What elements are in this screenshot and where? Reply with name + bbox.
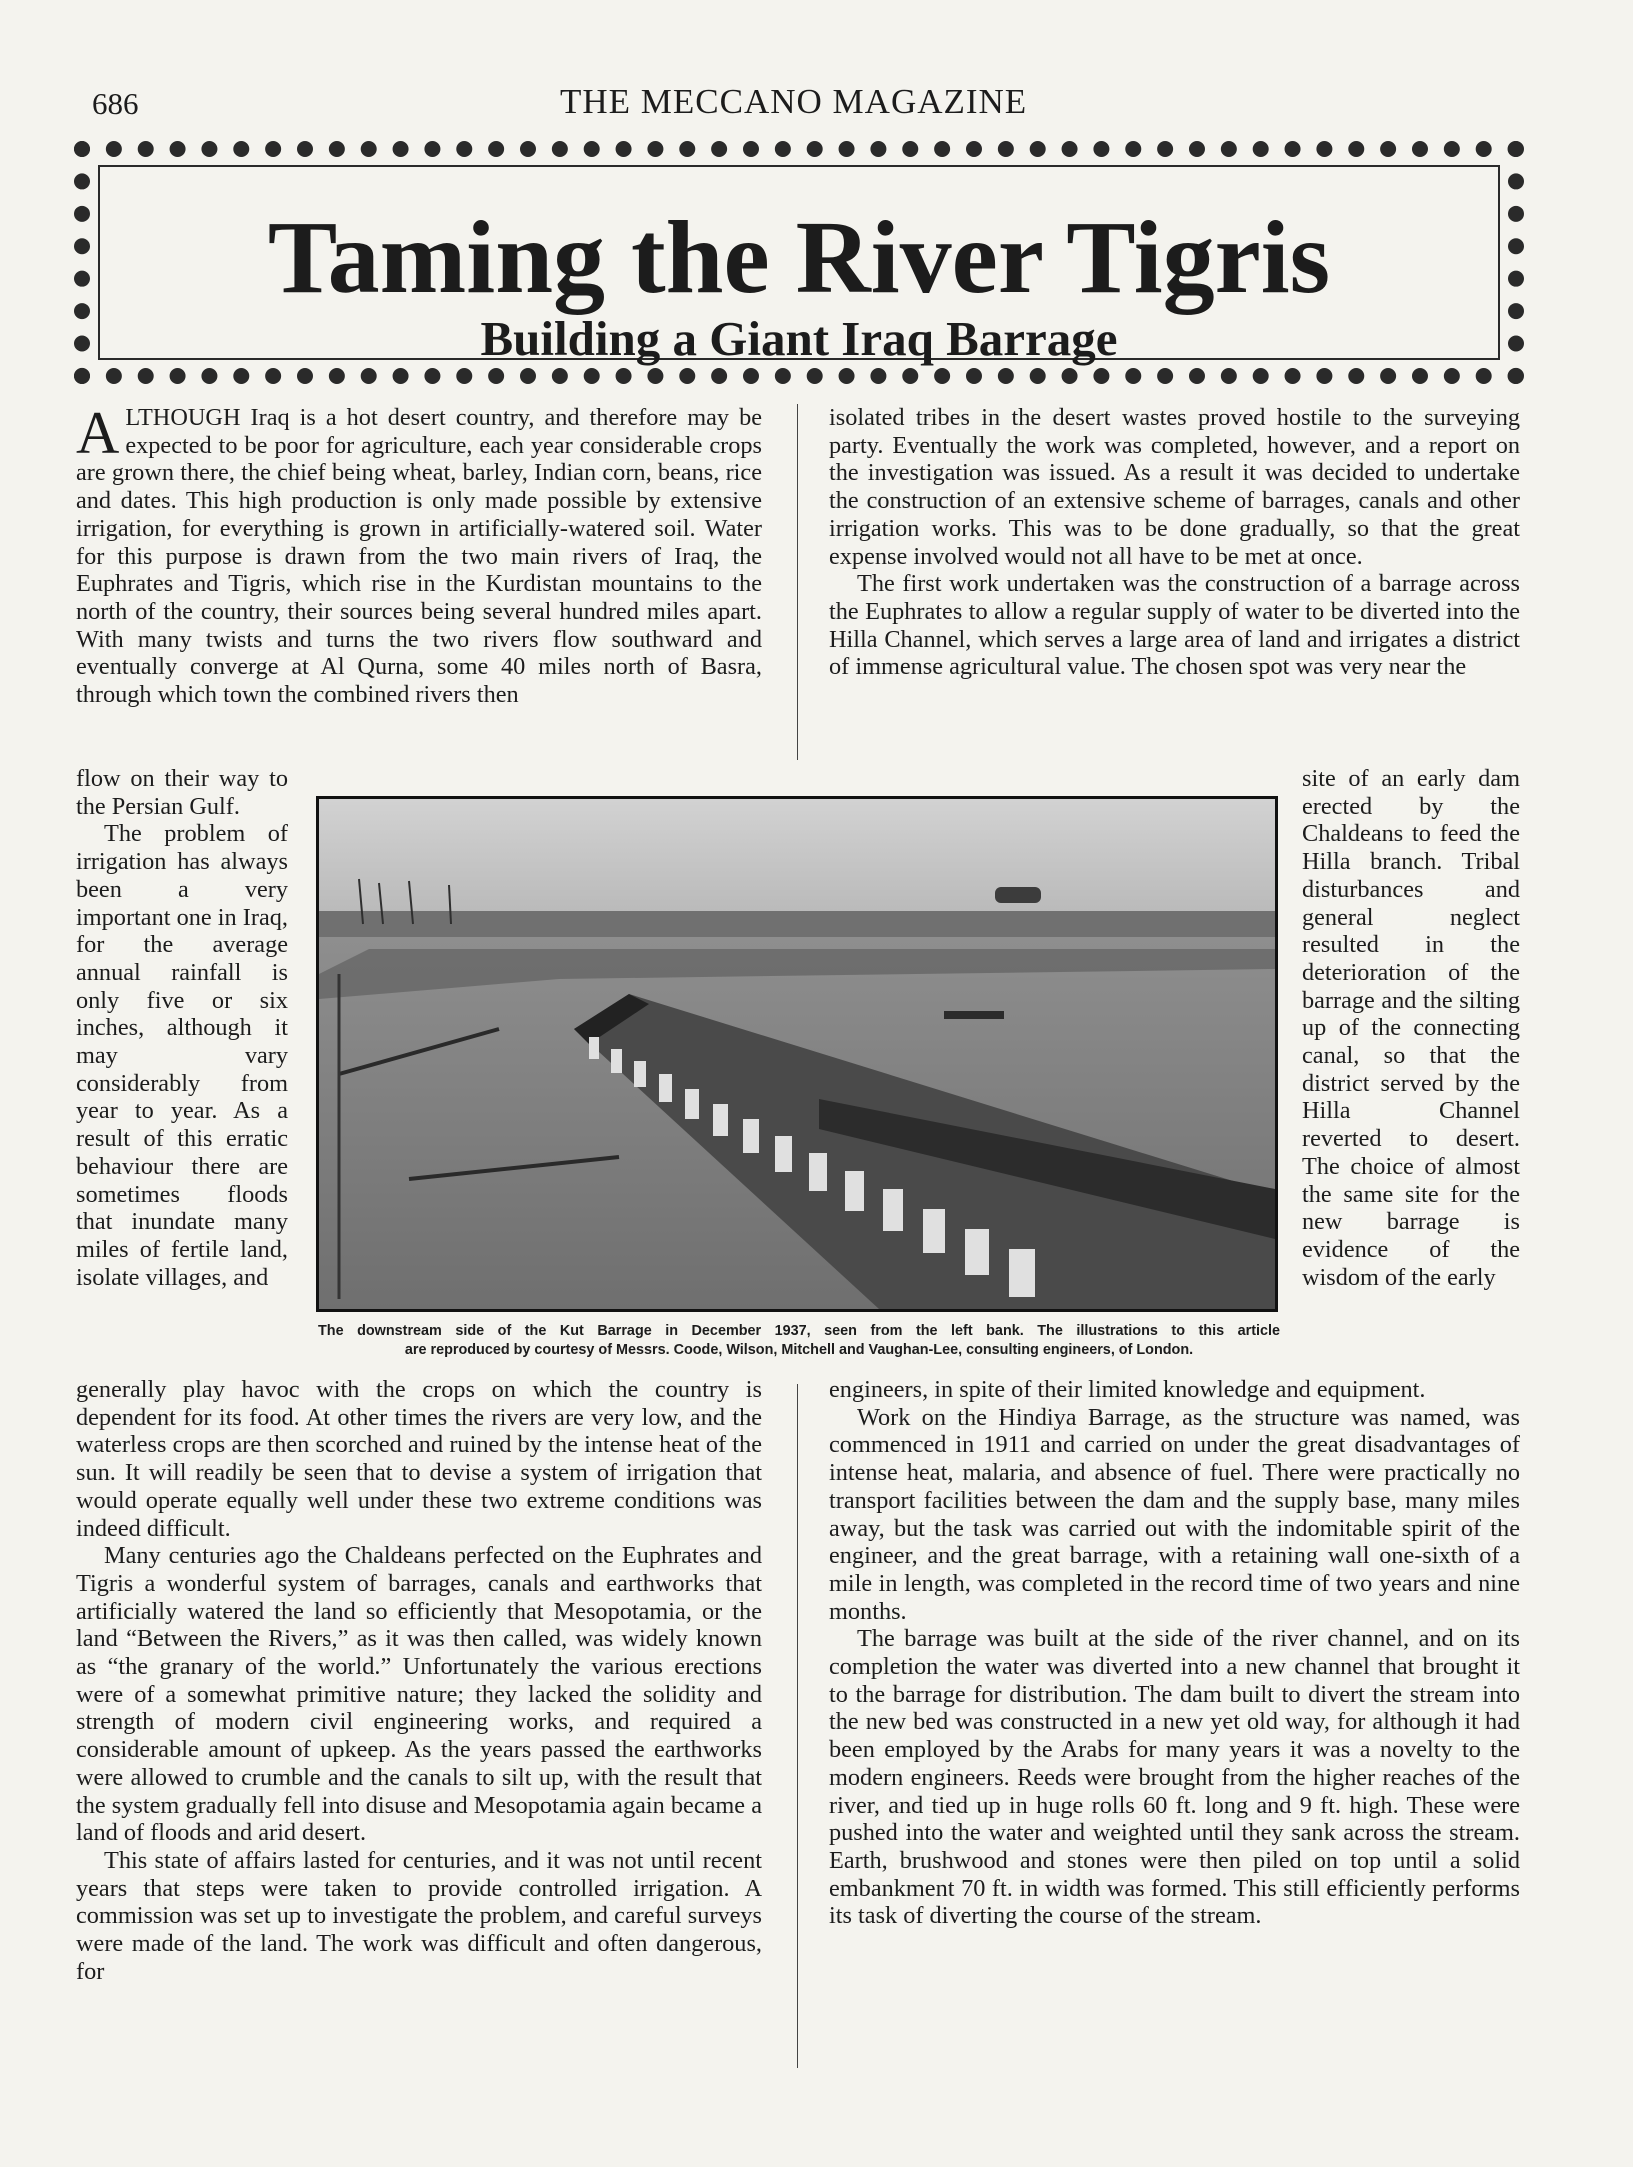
barrage-photograph	[316, 796, 1278, 1312]
photo-caption	[318, 1322, 1280, 1360]
floating-pontoon	[995, 887, 1041, 903]
article-subtitle: Building a Giant Iraq Barrage	[480, 311, 1118, 366]
column-rule-top	[797, 404, 798, 760]
caption-line-2: are reproduced by courtesy of Messrs. Coode, Wilson, Mitchell and Vaughan-Lee, consulting engineers, of London.	[404, 1342, 1194, 1358]
paragraph: generally play havoc with the crops on which the country is dependent for its food. At other times the rivers are very low, and the waterless crops are then scorched and ruined by the intense heat of the sun. It will readily be seen that to devise a system of irrigation that would operate equally well under these two extreme conditions was indeed difficult.	[76, 1376, 762, 1542]
column-rule-bottom	[797, 1384, 798, 2068]
drop-cap: A	[76, 400, 120, 466]
cofferdam-piling	[944, 1011, 1004, 1019]
left-column-narrow	[76, 765, 288, 1291]
paragraph: Work on the Hindiya Barrage, as the structure was named, was commenced in 1911 and carried on under the great disadvantages of intense heat, malaria, and absence of fuel. There were practically no transport facilities between the dam and the supply base, many miles away, but the task was carried out with the indomitable spirit of the engineer, and the great barrage, with a retaining wall one-sixth of a mile in length, was completed in the record time of two years and nine months.	[829, 1403, 1520, 1625]
paragraph-text: LTHOUGH Iraq is a hot desert country, and therefore may be expected to be poor for agriculture, each year considerable crops are grown there, the chief being wheat, barley, Indian corn, beans, rice and dates. This high production is only made possible by extensive irrigation, for everything is grown in artificially-watered soil. Water for this purpose is drawn from the two main rivers of Iraq, the Euphrates and Tigris, which rise in the Kurdistan mountains to the north of the country, their sources being several hundred miles apart. With many twists and turns the two rivers flow southward and eventually converge at Al Qurna, some 40 miles north of Basra, through which town the combined rivers then	[76, 404, 762, 709]
right-column-top	[829, 404, 1520, 681]
paragraph: The barrage was built at the side of the river channel, and on its completion the water was diverted into a new channel that brought it to the barrage for distribution. The dam built to divert the stream into the new bed was constructed in a new yet old way, for although it had been employed by the Arabs for many years it was a novelty to the modern engineers. Reeds were brought from the higher reaches of the river, and tied up in huge rolls 60 ft. long and 9 ft. high. These were pushed into the water and weighted until they sank across the stream. Earth, brushwood and stones were then piled on top until a solid embankment 70 ft. in width was formed. This still efficiently performs its task of diverting the course of the stream.	[829, 1625, 1520, 1930]
page-number: 686	[92, 86, 139, 121]
far-bank	[319, 911, 1275, 941]
paragraph: Many centuries ago the Chaldeans perfected on the Euphrates and Tigris a wonderful system of barrages, canals and earthworks that artificially watered the land so efficiently that Mesopotamia, or the land “Between the Rivers,” as it was then called, was widely known as “the granary of the world.” Unfortunately the various erections were of a somewhat primitive nature; they lacked the solidity and strength of modern civil engineering works, and required a considerable amount of upkeep. As the years passed the earthworks were allowed to crumble and the canals to silt up, with the result that the system gradually fell into disuse and Mesopotamia again became a land of floods and arid desert.	[76, 1542, 762, 1847]
right-column-narrow	[1302, 765, 1520, 1291]
paragraph: The first work undertaken was the construction of a barrage across the Euphrates to allow a regular supply of water to be diverted into the Hilla Channel, which serves a large area of land and irrigates a district of immense agricultural value. The chosen spot was very near the	[829, 570, 1520, 681]
left-column-bottom	[76, 1376, 762, 1985]
paragraph: engineers, in spite of their limited knowledge and equipment.	[829, 1376, 1426, 1403]
paragraph: isolated tribes in the desert wastes proved hostile to the surveying party. Eventually the work was completed, however, and a report on the investigation was issued. As a result it was decided to undertake the construction of an extensive scheme of barrages, canals and other irrigation works. This was to be done gradually, so that the great expense involved would not all have to be met at once.	[829, 404, 1520, 570]
magazine-title: THE MECCANO MAGAZINE	[560, 82, 1028, 121]
sky	[319, 799, 1275, 917]
barrage-photo-illustration	[319, 799, 1275, 1309]
right-column-bottom	[829, 1376, 1520, 1930]
paragraph: This state of affairs lasted for centuries, and it was not until recent years that steps were taken to provide controlled irrigation. A commission was set up to investigate the problem, and careful surveys were made of the land. The work was difficult and often dangerous, for	[76, 1846, 762, 1985]
title-frame	[74, 141, 1524, 384]
paragraph: The problem of irrigation has always been a very important one in Iraq, for the average annual rainfall is only five or six inches, although it may vary considerably from year to year. As a result of this erratic behaviour there are sometimes floods that inundate many miles of fertile land, isolate villages, and	[76, 820, 288, 1291]
caption-line-1: The downstream side of the Kut Barrage in December 1937, seen from the left bank. The illustrations to this article	[318, 1323, 1280, 1339]
paragraph: flow on their way to the Persian Gulf.	[76, 765, 288, 820]
paragraph: site of an early dam erected by the Chaldeans to feed the Hilla branch. Tribal disturbances and general neglect resulted in the deterioration of the barrage and the silting up of the connecting canal, so that the district served by the Hilla Channel reverted to desert. The choice of almost the same site for the new barrage is evidence of the wisdom of the early	[1302, 765, 1520, 1291]
left-column-top	[76, 400, 762, 709]
article-title: Taming the River Tigris	[267, 200, 1331, 315]
paragraph	[76, 400, 762, 709]
